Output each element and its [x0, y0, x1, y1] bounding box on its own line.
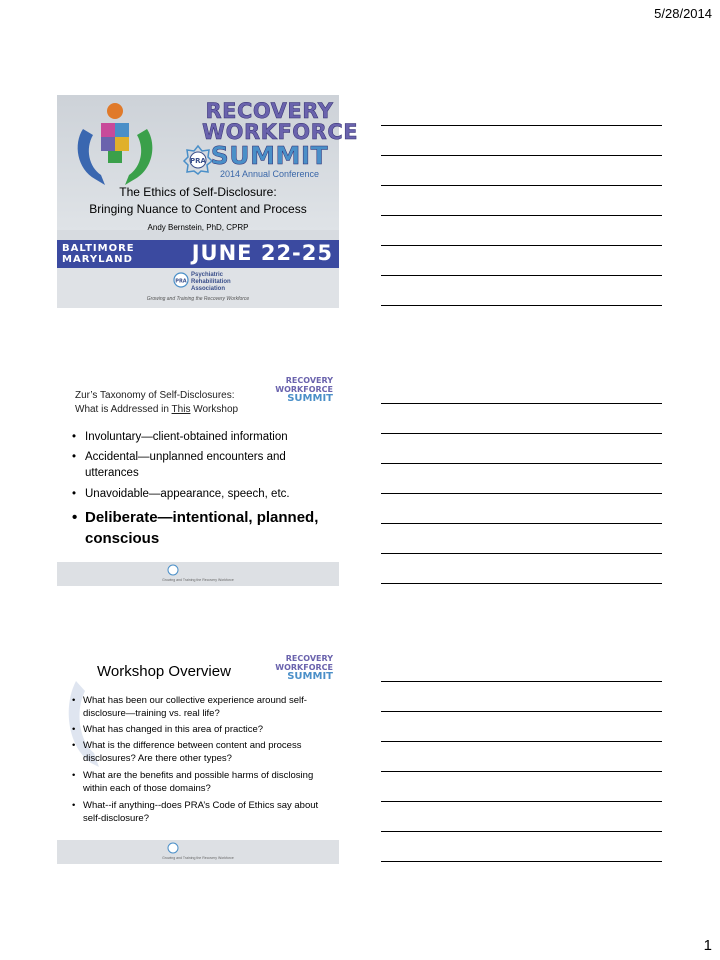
summit-mini-logo	[271, 376, 333, 410]
note-line	[381, 861, 662, 862]
conference-label: 2014 Annual Conference	[219, 169, 320, 179]
note-line	[381, 493, 662, 494]
footer-tagline: Growing and Training the Recovery Workforce	[162, 856, 234, 860]
summit-mini-logo	[271, 654, 333, 688]
author: Andy Bernstein, PhD, CPRP	[147, 223, 249, 232]
note-line	[381, 155, 662, 156]
logo-word-workforce: WORKFORCE	[202, 120, 359, 144]
city	[62, 243, 135, 265]
slide-overview	[57, 651, 339, 864]
note-line	[381, 305, 662, 306]
bullet-item: • What has been our collective experience around self-disclosure—training vs. real life?	[72, 695, 328, 720]
city-line1: BALTIMORE	[62, 243, 135, 254]
note-line	[381, 681, 662, 682]
note-line	[381, 553, 662, 554]
note-line	[381, 215, 662, 216]
slide-taxonomy	[57, 373, 339, 586]
bullet-item: • What is the difference between content and process disclosures? Are there other types?	[72, 740, 328, 765]
note-line	[381, 523, 662, 524]
mini-logo-word3: SUMMIT	[287, 671, 333, 682]
slide-footer	[57, 840, 339, 864]
bullet-item: • Unavoidable—appearance, speech, etc.	[72, 486, 340, 502]
mini-logo-word3: SUMMIT	[287, 393, 333, 404]
page-number: 1	[703, 937, 712, 954]
mini-logo-word2: WORKFORCE	[275, 663, 333, 672]
pra-small-badge-icon	[167, 842, 179, 854]
note-line	[381, 185, 662, 186]
heading-line1: Zur’s Taxonomy of Self-Disclosures:	[75, 390, 235, 401]
event-dates: JUNE 22-25	[191, 241, 333, 265]
footer-tagline: Growing and Training the Recovery Workforce	[162, 578, 234, 582]
logo-word-summit: SUMMIT	[210, 141, 329, 170]
org-line3: Association	[191, 286, 226, 292]
org-line1: Psychiatric	[191, 272, 224, 278]
svg-text:PRA: PRA	[175, 278, 187, 285]
tagline: Growing and Training the Recovery Workforce	[146, 296, 250, 302]
note-line	[381, 245, 662, 246]
slide-heading: Workshop Overview	[97, 663, 231, 680]
heading-underlined: This	[171, 404, 191, 415]
location-band	[57, 240, 339, 268]
note-line	[381, 771, 662, 772]
bullet-item: • Accidental—unplanned encounters and utterances	[72, 449, 340, 481]
pra-small-badge-icon	[167, 564, 179, 576]
talk-title-line2: Bringing Nuance to Content and Process	[89, 202, 307, 216]
note-line	[381, 801, 662, 802]
svg-text:PRA: PRA	[190, 157, 206, 165]
slide-title	[57, 95, 359, 308]
org-footer	[57, 268, 339, 308]
slide-footer	[57, 562, 339, 586]
bullet-item: • Involuntary—client-obtained information	[72, 429, 340, 445]
note-line	[381, 741, 662, 742]
heading-pre: What is Addressed in	[75, 404, 172, 415]
city-line2: MARYLAND	[62, 254, 133, 265]
note-line	[381, 583, 662, 584]
note-line	[381, 831, 662, 832]
pra-small-badge-icon	[173, 272, 189, 288]
summit-logo	[202, 99, 359, 179]
mini-logo-word1: RECOVERY	[285, 376, 333, 385]
mini-logo-word1: RECOVERY	[285, 654, 333, 663]
heading-line2	[75, 403, 238, 417]
note-line	[381, 125, 662, 126]
org-line2: Rehabilitation	[191, 279, 231, 285]
org-name	[191, 272, 231, 293]
mini-logo-word2: WORKFORCE	[275, 385, 333, 394]
note-line	[381, 433, 662, 434]
heading-post: Workshop	[190, 404, 239, 415]
bullet-item: • What--if anything--does PRA’s Code of Ethics say about self-disclosure?	[72, 800, 328, 825]
page-date: 5/28/2014	[654, 6, 712, 21]
note-line	[381, 463, 662, 464]
note-line	[381, 711, 662, 712]
bullet-item: • What are the benefits and possible harms of disclosing within each of those domains?	[72, 770, 328, 795]
note-line	[381, 403, 662, 404]
bullet-item: • What has changed in this area of practice?	[72, 724, 328, 737]
slide-heading	[75, 389, 238, 417]
logo-word-recovery: RECOVERY	[205, 99, 334, 123]
hands-puzzle-icon	[65, 99, 165, 194]
bullet-item-emphasis: • Deliberate—intentional, planned, conscious	[72, 507, 340, 549]
note-line	[381, 275, 662, 276]
title-banner	[57, 95, 359, 232]
talk-title-line1: The Ethics of Self-Disclosure:	[119, 185, 277, 199]
